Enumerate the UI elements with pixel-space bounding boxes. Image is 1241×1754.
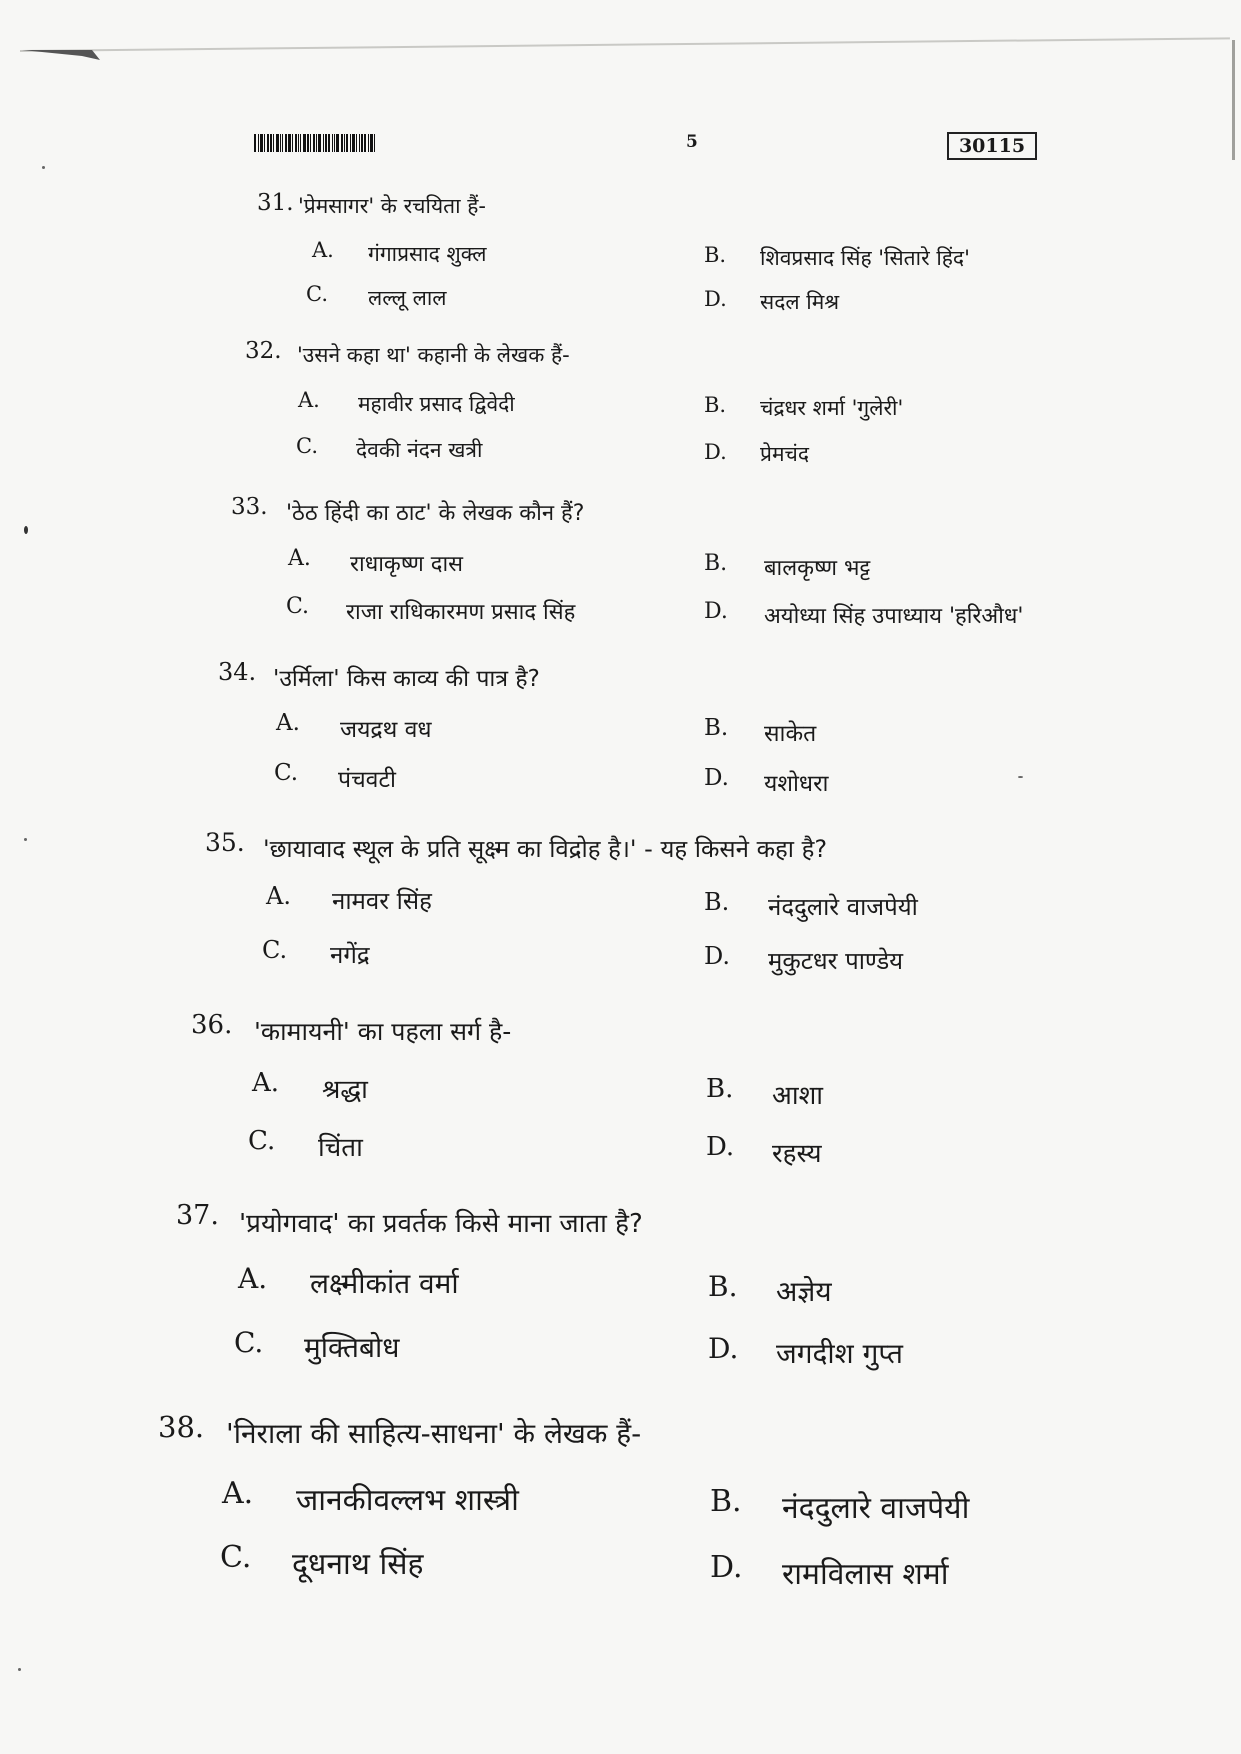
- option-text: जगदीश गुप्त: [776, 1337, 903, 1370]
- question-text: 'प्रेमसागर' के रचयिता हैं-: [298, 194, 486, 218]
- barcode-bar: [260, 134, 263, 152]
- barcode-bar: [341, 134, 343, 152]
- option-letter: D.: [704, 942, 731, 970]
- barcode-bar: [270, 134, 272, 152]
- paper-code: 30115: [947, 132, 1037, 160]
- barcode-bar: [276, 134, 279, 152]
- option-letter: B.: [706, 1074, 734, 1104]
- question-number: 32.: [245, 338, 282, 364]
- option-letter: A.: [276, 710, 300, 736]
- barcode-bar: [280, 134, 281, 152]
- question-text: 'निराला की साहित्य-साधना' के लेखक हैं-: [226, 1417, 642, 1450]
- question-number: 37.: [176, 1200, 219, 1231]
- barcode-bar: [325, 134, 327, 152]
- scan-shadow-mark: [22, 48, 102, 62]
- barcode-bar: [303, 134, 306, 152]
- option-letter: C.: [234, 1326, 264, 1359]
- option-letter: A.: [298, 388, 320, 412]
- option-letter: B.: [704, 551, 728, 576]
- option-text: यशोधरा: [764, 771, 829, 797]
- barcode-bar: [359, 134, 360, 152]
- barcode-bar: [264, 134, 265, 152]
- question-number: 35.: [205, 828, 245, 857]
- option-text: शिवप्रसाद सिंह 'सितारे हिंद': [760, 246, 970, 270]
- option-text: रामविलास शर्मा: [782, 1557, 949, 1592]
- question-text: 'उर्मिला' किस काव्य की पात्र है?: [273, 666, 540, 692]
- question-text: 'छायावाद स्थूल के प्रति सूक्ष्म का विद्रोह है।' - यह किसने कहा है?: [263, 835, 828, 863]
- barcode-bar: [361, 134, 363, 152]
- option-letter: B.: [704, 715, 729, 741]
- option-text: लक्ष्मीकांत वर्मा: [310, 1267, 459, 1300]
- question-number: 38.: [158, 1410, 205, 1444]
- barcode-bar: [273, 134, 274, 152]
- option-text: बालकृष्ण भट्ट: [764, 556, 871, 581]
- option-letter: A.: [266, 882, 291, 910]
- option-letter: B.: [708, 1270, 738, 1303]
- question-number: 34.: [218, 658, 257, 686]
- option-text: राधाकृष्ण दास: [350, 552, 464, 577]
- option-letter: B.: [710, 1484, 742, 1519]
- barcode-bar: [307, 134, 309, 152]
- scan-speck: [1018, 776, 1023, 778]
- option-text: रहस्य: [772, 1139, 822, 1169]
- option-text: प्रेमचंद: [760, 442, 809, 466]
- barcode-bar: [374, 134, 375, 152]
- option-text: राजा राधिकारमण प्रसाद सिंह: [346, 600, 576, 625]
- barcode-bar: [295, 134, 297, 152]
- option-letter: A.: [238, 1262, 268, 1295]
- barcode-bar: [364, 134, 366, 152]
- option-letter: A.: [288, 546, 311, 571]
- barcode-bar: [292, 134, 293, 152]
- option-text: अज्ञेय: [776, 1275, 832, 1308]
- option-letter: D.: [708, 1332, 739, 1365]
- option-text: दूधनाथ सिंह: [292, 1547, 424, 1582]
- barcode-bar: [298, 134, 299, 152]
- option-text: नंददुलारे वाजपेयी: [782, 1491, 970, 1526]
- paper-edge-right: [1232, 40, 1235, 160]
- barcode-bar: [288, 134, 291, 152]
- option-text: पंचवटी: [338, 767, 397, 793]
- option-text: आशा: [772, 1081, 823, 1111]
- paper-edge: [20, 37, 1230, 52]
- barcode-bar: [316, 134, 317, 152]
- option-letter: D.: [704, 765, 729, 791]
- barcode-bar: [313, 134, 315, 152]
- barcode-bar: [334, 134, 335, 152]
- option-letter: C.: [274, 760, 299, 786]
- barcode-bar: [318, 134, 321, 152]
- barcode-bar: [344, 134, 345, 152]
- option-text: गंगाप्रसाद शुक्ल: [368, 242, 487, 266]
- option-letter: D.: [704, 599, 728, 624]
- option-letter: A.: [312, 238, 334, 262]
- option-text: देवकी नंदन खत्री: [356, 438, 483, 462]
- option-text: मुक्तिबोध: [304, 1331, 400, 1364]
- scan-speck: [24, 526, 28, 534]
- option-letter: C.: [306, 282, 328, 306]
- barcode-bar: [323, 134, 324, 152]
- option-letter: C.: [220, 1540, 252, 1575]
- barcode-bar: [328, 134, 330, 152]
- question-number: 33.: [231, 494, 268, 520]
- option-letter: C.: [262, 936, 288, 964]
- scan-speck: [18, 1668, 21, 1671]
- barcode-bar: [336, 134, 339, 152]
- scan-speck: [24, 838, 27, 841]
- option-text: अयोध्या सिंह उपाध्याय 'हरिऔध': [764, 604, 1024, 629]
- option-letter: B.: [704, 393, 727, 417]
- option-text: चंद्रधर शर्मा 'गुलेरी': [760, 396, 904, 420]
- option-letter: D.: [706, 1132, 735, 1162]
- barcode: [254, 132, 377, 152]
- barcode-bar: [352, 134, 355, 152]
- question-number: 31.: [257, 190, 294, 216]
- option-text: महावीर प्रसाद द्विवेदी: [358, 392, 515, 416]
- barcode-bar: [282, 134, 283, 152]
- option-letter: B.: [704, 888, 730, 916]
- barcode-bar: [346, 134, 348, 152]
- option-letter: C.: [286, 594, 310, 619]
- option-text: नंददुलारे वाजपेयी: [768, 893, 918, 921]
- question-text: 'ठेठ हिंदी का ठाट' के लेखक कौन हैं?: [286, 501, 585, 526]
- option-letter: A.: [252, 1068, 280, 1098]
- barcode-bar: [332, 134, 333, 152]
- barcode-bar: [310, 134, 311, 152]
- option-letter: A.: [222, 1476, 254, 1511]
- barcode-bar: [258, 134, 259, 152]
- barcode-bar: [370, 134, 373, 152]
- barcode-bar: [285, 134, 287, 152]
- barcode-bar: [254, 134, 256, 152]
- barcode-bar: [356, 134, 357, 152]
- option-text: जयद्रथ वध: [340, 717, 432, 743]
- page-number: 5: [686, 132, 698, 152]
- option-letter: C.: [296, 434, 318, 458]
- question-number: 36.: [191, 1010, 233, 1040]
- option-text: जानकीवल्लभ शास्त्री: [296, 1483, 519, 1518]
- option-text: नगेंद्र: [330, 941, 370, 969]
- barcode-bar: [350, 134, 351, 152]
- barcode-bar: [300, 134, 301, 152]
- option-text: सदल मिश्र: [760, 290, 840, 314]
- option-letter: B.: [704, 243, 727, 267]
- option-letter: D.: [704, 440, 727, 464]
- option-text: साकेत: [764, 721, 817, 747]
- scan-speck: [42, 166, 45, 169]
- option-text: नामवर सिंह: [332, 887, 432, 915]
- question-text: 'उसने कहा था' कहानी के लेखक हैं-: [297, 343, 570, 367]
- option-text: चिंता: [318, 1133, 363, 1163]
- question-text: 'कामायनी' का पहला सर्ग है-: [254, 1017, 512, 1046]
- option-text: मुकुटधर पाण्डेय: [768, 947, 904, 975]
- barcode-bar: [368, 134, 369, 152]
- option-text: लल्लू लाल: [368, 286, 447, 310]
- option-letter: C.: [248, 1126, 276, 1156]
- option-letter: D.: [704, 287, 727, 311]
- question-text: 'प्रयोगवाद' का प्रवर्तक किसे माना जाता है?: [239, 1209, 643, 1239]
- barcode-bar: [267, 134, 269, 152]
- option-letter: D.: [710, 1550, 743, 1585]
- option-text: श्रद्धा: [322, 1075, 368, 1105]
